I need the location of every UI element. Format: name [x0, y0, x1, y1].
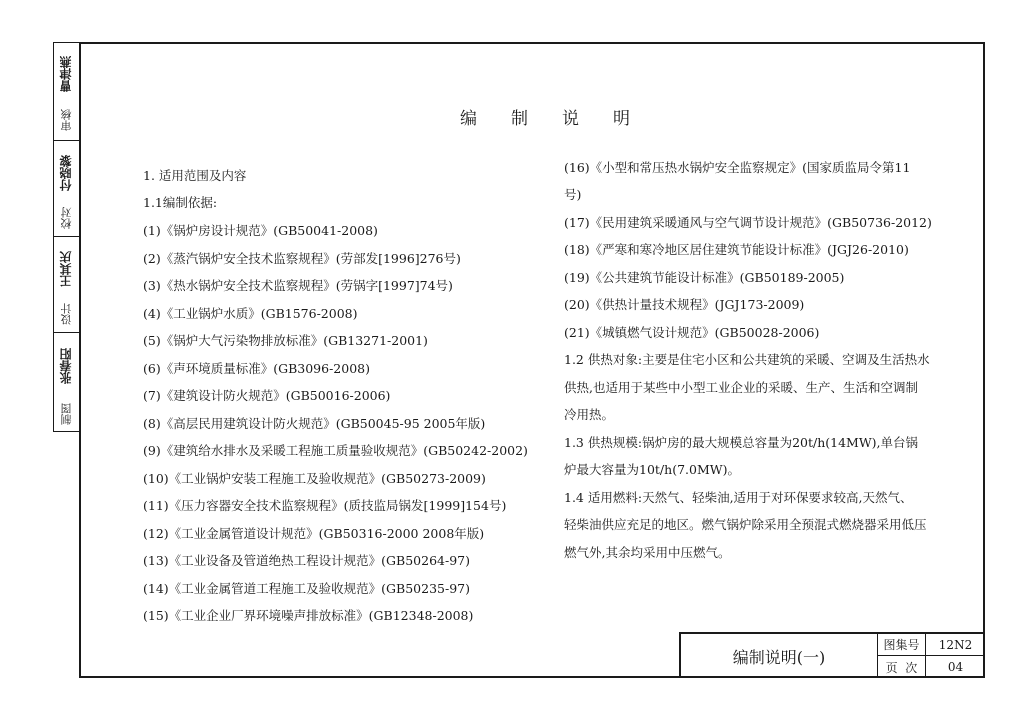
atlas-number-label: 图集号 [878, 634, 926, 656]
strip-cell-design [54, 237, 79, 333]
text-line: (12)《工业金属管道设计规范》(GB50316-2000 2008年版) [143, 526, 485, 541]
text-line: (17)《民用建筑采暖通风与空气调节设计规范》(GB50736-2012) [564, 215, 932, 230]
text-line: (4)《工业锅炉水质》(GB1576-2008) [143, 306, 358, 321]
strip-cell-review [54, 43, 79, 141]
text-line: (2)《蒸汽锅炉安全技术监察规程》(劳部发[1996]276号) [143, 251, 461, 266]
text-line: (1)《锅炉房设计规范》(GB50041-2008) [143, 223, 378, 238]
text-line: (16)《小型和常压热水锅炉安全监察规定》(国家质监局令第11 [564, 160, 911, 175]
signature-strip [53, 42, 79, 432]
proofreader-signature: 付晓黎 [59, 155, 73, 191]
text-line: (15)《工业企业厂界环境噪声排放标准》(GB12348-2008) [143, 608, 474, 623]
text-line: 炉最大容量为10t/h(7.0MW)。 [564, 462, 740, 477]
text-line: 1.2 供热对象:主要是住宅小区和公共建筑的采暖、空调及生活热水 [564, 352, 930, 367]
drafting-label: 制图 [60, 403, 73, 425]
text-line: 1.4 适用燃料:天然气、轻柴油,适用于对环保要求较高,天然气、 [564, 490, 913, 505]
reviewer-signature: 曹津燕 [59, 56, 73, 92]
text-line: 1.3 供热规模:锅炉房的最大规模总容量为20t/h(14MW),单台锅 [564, 435, 919, 450]
proofread-label: 校对 [60, 207, 73, 229]
text-line: (21)《城镇燃气设计规范》(GB50028-2006) [564, 325, 820, 340]
title-block [679, 632, 985, 678]
text-line: (3)《热水锅炉安全技术监察规程》(劳锅字[1997]74号) [143, 278, 453, 293]
text-line: (11)《压力容器安全技术监察规程》(质技监局锅发[1999]154号) [143, 498, 507, 513]
drawing-title: 编制说明(一) [681, 634, 878, 678]
text-line: 1. 适用范围及内容 [143, 168, 247, 183]
text-line: 冷用热。 [564, 407, 615, 422]
text-line: (7)《建筑设计防火规范》(GB50016-2006) [143, 388, 391, 403]
review-label: 审核 [60, 109, 73, 131]
text-line: (13)《工业设备及管道绝热工程设计规范》(GB50264-97) [143, 553, 470, 568]
text-line: (14)《工业金属管道工程施工及验收规范》(GB50235-97) [143, 581, 470, 596]
strip-cell-drafting [54, 333, 79, 433]
page-number-value: 04 [947, 660, 964, 674]
text-line: 燃气外,其余均采用中压燃气。 [564, 545, 731, 560]
text-line: 号) [564, 187, 582, 202]
design-label: 设计 [60, 303, 73, 325]
drafter-signature: 张春阳 [59, 348, 73, 384]
text-line: (20)《供热计量技术规程》(JGJ173-2009) [564, 297, 805, 312]
page-title: 编制说明 [460, 109, 664, 129]
text-line: 轻柴油供应充足的地区。燃气锅炉除采用全预混式燃烧器采用低压 [564, 517, 927, 532]
text-line: (9)《建筑给水排水及采暖工程施工质量验收规范》(GB50242-2002) [143, 443, 528, 458]
text-line: (10)《工业锅炉安装工程施工及验收规范》(GB50273-2009) [143, 471, 486, 486]
text-line: (18)《严寒和寒冷地区居住建筑节能设计标准》(JGJ26-2010) [564, 242, 909, 257]
text-line: (19)《公共建筑节能设计标准》(GB50189-2005) [564, 270, 845, 285]
designer-signature: 王其庆 [59, 251, 73, 287]
atlas-number-value: 12N2 [926, 634, 985, 656]
page-number-label: 页 次 [878, 656, 926, 678]
text-line: 供热,也适用于某些中小型工业企业的采暖、生产、生活和空调制 [564, 380, 918, 395]
text-line: 1.1编制依据: [143, 195, 218, 210]
text-line: (6)《声环境质量标准》(GB3096-2008) [143, 361, 370, 376]
text-line: (8)《高层民用建筑设计防火规范》(GB50045-95 2005年版) [143, 416, 486, 431]
text-line: (5)《锅炉大气污染物排放标准》(GB13271-2001) [143, 333, 428, 348]
strip-cell-proofread [54, 141, 79, 237]
